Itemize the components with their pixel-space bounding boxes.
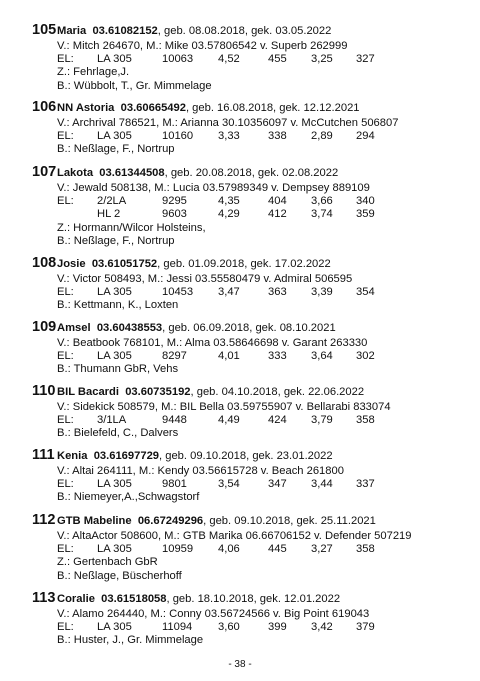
protein-kg: 327 xyxy=(356,53,375,66)
fat-percent: 3,54 xyxy=(218,478,240,491)
protein-kg: 354 xyxy=(356,286,375,299)
entry-title xyxy=(57,514,376,528)
milk-kg: 9801 xyxy=(162,478,187,491)
fat-kg: 455 xyxy=(268,53,287,66)
cow-name-id xyxy=(57,593,166,605)
pedigree-line xyxy=(32,608,472,621)
cow-dates: , geb. 01.09.2018, gek. 17.02.2022 xyxy=(157,258,331,270)
pedigree-text: V.: Altai 264111, M.: Kendy 03.56615728 v. Beach 261800 xyxy=(57,465,344,477)
milk-kg: 9603 xyxy=(162,208,187,221)
fat-kg: 404 xyxy=(268,195,287,208)
milk-kg: 10063 xyxy=(162,53,194,66)
fat-kg: 412 xyxy=(268,208,287,221)
entry-number: 111 xyxy=(32,447,55,463)
protein-percent: 3,74 xyxy=(311,208,333,221)
entry-header xyxy=(32,447,472,465)
owner-text: B.: Neßlage, F., Nortrup xyxy=(57,143,175,156)
entry-title xyxy=(57,24,331,38)
entry-header xyxy=(32,22,472,40)
protein-kg: 359 xyxy=(356,208,375,221)
row-label: EL: xyxy=(57,130,74,143)
cow-name-id xyxy=(57,167,165,179)
protein-percent: 2,89 xyxy=(311,130,333,143)
row-label: EL: xyxy=(57,543,74,556)
entry-113 xyxy=(32,590,472,648)
row-label: EL: xyxy=(57,286,74,299)
protein-kg: 340 xyxy=(356,195,375,208)
cow-name: NN Astoria xyxy=(57,102,115,114)
cow-id: 03.61051752 xyxy=(91,258,158,270)
owner-text: B.: Wübbolt, T., Gr. Mimmelage xyxy=(57,79,212,92)
entry-header xyxy=(32,164,472,182)
owner-text: B.: Thumann GbR, Vehs xyxy=(57,363,179,376)
cow-id: 03.61518058 xyxy=(101,593,167,605)
milk-kg: 9295 xyxy=(162,195,187,208)
lactation-type: LA 305 xyxy=(97,478,132,491)
fat-percent: 4,52 xyxy=(218,53,240,66)
protein-kg: 358 xyxy=(356,414,375,427)
protein-kg: 358 xyxy=(356,543,375,556)
performance-row xyxy=(32,621,472,634)
entry-number: 105 xyxy=(32,22,57,38)
protein-percent: 3,25 xyxy=(311,53,333,66)
lactation-type: LA 305 xyxy=(97,53,132,66)
protein-percent: 3,27 xyxy=(311,543,333,556)
cow-dates: , geb. 08.08.2018, gek. 03.05.2022 xyxy=(157,25,332,37)
pedigree-line xyxy=(32,40,472,53)
entry-title xyxy=(57,257,331,271)
pedigree-text: V.: Alamo 264440, M.: Conny 03.56724566 v. Big Point 619043 xyxy=(57,608,370,620)
owner-line xyxy=(32,427,472,440)
cow-dates: , geb. 06.09.2018, gek. 08.10.2021 xyxy=(162,322,336,334)
entry-title xyxy=(57,449,333,463)
cow-name-id xyxy=(57,25,158,37)
pedigree-text: V.: Jewald 508138, M.: Lucia 03.57989349 v. Dempsey 889109 xyxy=(57,182,370,194)
entry-109 xyxy=(32,319,472,377)
owner-text: B.: Neßlage, F., Nortrup xyxy=(57,234,175,247)
fat-percent: 4,06 xyxy=(218,543,240,556)
entry-112 xyxy=(32,512,472,583)
protein-percent: 3,66 xyxy=(311,195,333,208)
protein-kg: 302 xyxy=(356,350,375,363)
lactation-type: LA 305 xyxy=(97,286,132,299)
performance-row xyxy=(32,130,472,143)
pedigree-line xyxy=(32,273,472,286)
breeder-text: Z.: Fehrlage,J. xyxy=(57,66,130,79)
lactation-type: 2/2LA xyxy=(97,195,127,208)
cow-name-id xyxy=(57,102,186,114)
pedigree-line xyxy=(32,401,472,414)
performance-row xyxy=(32,543,472,556)
cow-id: 03.61697729 xyxy=(93,450,160,462)
performance-row xyxy=(32,478,472,491)
protein-kg: 294 xyxy=(356,130,375,143)
cow-name-id xyxy=(57,322,162,334)
entry-number: 106 xyxy=(32,99,57,115)
fat-percent: 4,01 xyxy=(218,350,240,363)
fat-percent: 3,47 xyxy=(218,286,240,299)
entry-108 xyxy=(32,255,472,313)
owner-text: B.: Neßlage, Büscherhoff xyxy=(57,569,182,582)
fat-kg: 445 xyxy=(268,543,287,556)
cow-dates: , geb. 09.10.2018, gek. 23.01.2022 xyxy=(159,450,333,462)
pedigree-text: V.: Victor 508493, M.: Jessi 03.55580479 v. Admiral 506595 xyxy=(57,273,353,285)
cow-id: 03.61344508 xyxy=(99,167,165,179)
cow-name: Lakota xyxy=(57,167,94,179)
entry-header xyxy=(32,255,472,273)
entry-106 xyxy=(32,99,472,157)
milk-kg: 9448 xyxy=(162,414,187,427)
cow-id: 06.67249296 xyxy=(137,515,204,527)
cow-id: 03.60665492 xyxy=(120,102,186,114)
lactation-type: LA 305 xyxy=(97,350,132,363)
row-label: EL: xyxy=(57,414,74,427)
fat-kg: 399 xyxy=(268,621,287,634)
cow-name-id xyxy=(57,386,191,398)
owner-line xyxy=(32,570,472,583)
fat-kg: 424 xyxy=(268,414,287,427)
milk-kg: 11094 xyxy=(162,621,193,634)
pedigree-text: V.: Beatbook 768101, M.: Alma 03.58646698 v. Garant 263330 xyxy=(57,337,368,349)
cow-name: Kenia xyxy=(57,450,88,462)
cow-name: GTB Mabeline xyxy=(57,515,132,527)
protein-percent: 3,44 xyxy=(311,478,333,491)
fat-percent: 3,60 xyxy=(218,621,240,634)
cow-name: BIL Bacardi xyxy=(57,386,119,398)
milk-kg: 8297 xyxy=(162,350,187,363)
lactation-type: HL 2 xyxy=(97,208,121,221)
entry-number: 107 xyxy=(32,164,57,180)
pedigree-text: V.: Sidekick 508579, M.: BIL Bella 03.59755907 v. Bellarabi 833074 xyxy=(57,401,391,413)
cow-name: Josie xyxy=(57,258,86,270)
pedigree-text: V.: Archrival 786521, M.: Arianna 30.10356097 v. McCutchen 506807 xyxy=(57,117,399,129)
owner-text: B.: Huster, J., Gr. Mimmelage xyxy=(57,634,204,647)
breeder-text: Z.: Hormann/Wilcor Holsteins, xyxy=(57,221,206,234)
fat-percent: 4,35 xyxy=(218,195,240,208)
page-number: - 38 - xyxy=(228,659,252,670)
breeder-line xyxy=(32,222,472,235)
pedigree-line xyxy=(32,182,472,195)
milk-kg: 10453 xyxy=(162,286,194,299)
cow-dates: , geb. 16.08.2018, gek. 12.12.2021 xyxy=(185,102,360,114)
performance-row xyxy=(32,286,472,299)
cow-name-id xyxy=(57,515,203,527)
owner-line xyxy=(32,634,472,647)
pedigree-text: V.: Mitch 264670, M.: Mike 03.57806542 v. Superb 262999 xyxy=(57,40,348,52)
entry-title xyxy=(57,321,336,335)
entry-number: 112 xyxy=(32,512,56,528)
entry-number: 109 xyxy=(32,319,57,335)
row-label: EL: xyxy=(57,53,74,66)
owner-line xyxy=(32,235,472,248)
cow-dates: , geb. 18.10.2018, gek. 12.01.2022 xyxy=(166,593,341,605)
performance-row xyxy=(32,53,472,66)
entry-header xyxy=(32,319,472,337)
lactation-type: LA 305 xyxy=(97,130,132,143)
entry-number: 110 xyxy=(32,383,56,399)
cow-dates: , geb. 20.08.2018, gek. 02.08.2022 xyxy=(164,167,339,179)
owner-line xyxy=(32,143,472,156)
fat-kg: 363 xyxy=(268,286,287,299)
owner-line xyxy=(32,363,472,376)
cow-name-id xyxy=(57,258,157,270)
owner-line xyxy=(32,299,472,312)
entry-header xyxy=(32,99,472,117)
milk-kg: 10959 xyxy=(162,543,194,556)
entry-header xyxy=(32,383,472,401)
cow-id: 03.61082152 xyxy=(92,25,158,37)
cow-name-id xyxy=(57,450,159,462)
pedigree-line xyxy=(32,465,472,478)
fat-kg: 338 xyxy=(268,130,287,143)
protein-percent: 3,79 xyxy=(311,414,333,427)
owner-text: B.: Bielefeld, C., Dalvers xyxy=(57,427,179,440)
cow-name: Amsel xyxy=(57,322,91,334)
cow-name: Maria xyxy=(57,25,87,37)
owner-line xyxy=(32,491,472,504)
entry-111 xyxy=(32,447,472,505)
lactation-type: LA 305 xyxy=(97,621,132,634)
row-label: EL: xyxy=(57,350,74,363)
entry-header xyxy=(32,590,472,608)
performance-row xyxy=(32,208,472,221)
breeder-line xyxy=(32,66,472,79)
owner-text: B.: Niemeyer,A.,Schwagstorf xyxy=(57,491,200,504)
owner-line xyxy=(32,80,472,93)
pedigree-text: V.: AltaActor 508600, M.: GTB Marika 06.66706152 v. Defender 507219 xyxy=(57,530,412,542)
entry-header xyxy=(32,512,472,530)
cow-name: Coralie xyxy=(57,593,95,605)
entry-title xyxy=(57,385,364,399)
protein-percent: 3,39 xyxy=(311,286,333,299)
breeder-line xyxy=(32,556,472,569)
cow-id: 03.60735192 xyxy=(125,386,191,398)
cow-dates: , geb. 04.10.2018, gek. 22.06.2022 xyxy=(190,386,365,398)
entry-number: 108 xyxy=(32,255,57,271)
fat-percent: 4,49 xyxy=(218,414,240,427)
pedigree-line xyxy=(32,530,472,543)
protein-kg: 337 xyxy=(356,478,375,491)
performance-row xyxy=(32,195,472,208)
breeder-text: Z.: Gertenbach GbR xyxy=(57,556,158,569)
row-label: EL: xyxy=(57,478,74,491)
fat-kg: 333 xyxy=(268,350,287,363)
lactation-type: 3/1LA xyxy=(97,414,127,427)
entry-title xyxy=(57,101,360,115)
lactation-type: LA 305 xyxy=(97,543,132,556)
entry-title xyxy=(57,592,340,606)
pedigree-line xyxy=(32,337,472,350)
row-label: EL: xyxy=(57,195,74,208)
protein-percent: 3,42 xyxy=(311,621,333,634)
entry-107 xyxy=(32,164,472,248)
entry-105 xyxy=(32,22,472,93)
fat-percent: 4,29 xyxy=(218,208,240,221)
cow-id: 03.60438553 xyxy=(96,322,163,334)
pedigree-line xyxy=(32,117,472,130)
performance-row xyxy=(32,414,472,427)
protein-percent: 3,64 xyxy=(311,350,333,363)
row-label: EL: xyxy=(57,621,74,634)
entry-number: 113 xyxy=(32,590,56,606)
fat-percent: 3,33 xyxy=(218,130,240,143)
entry-110 xyxy=(32,383,472,441)
protein-kg: 379 xyxy=(356,621,375,634)
cow-dates: , geb. 09.10.2018, gek. 25.11.2021 xyxy=(203,515,376,527)
entry-title xyxy=(57,166,338,180)
performance-row xyxy=(32,350,472,363)
fat-kg: 347 xyxy=(268,478,287,491)
milk-kg: 10160 xyxy=(162,130,194,143)
owner-text: B.: Kettmann, K., Loxten xyxy=(57,299,179,312)
